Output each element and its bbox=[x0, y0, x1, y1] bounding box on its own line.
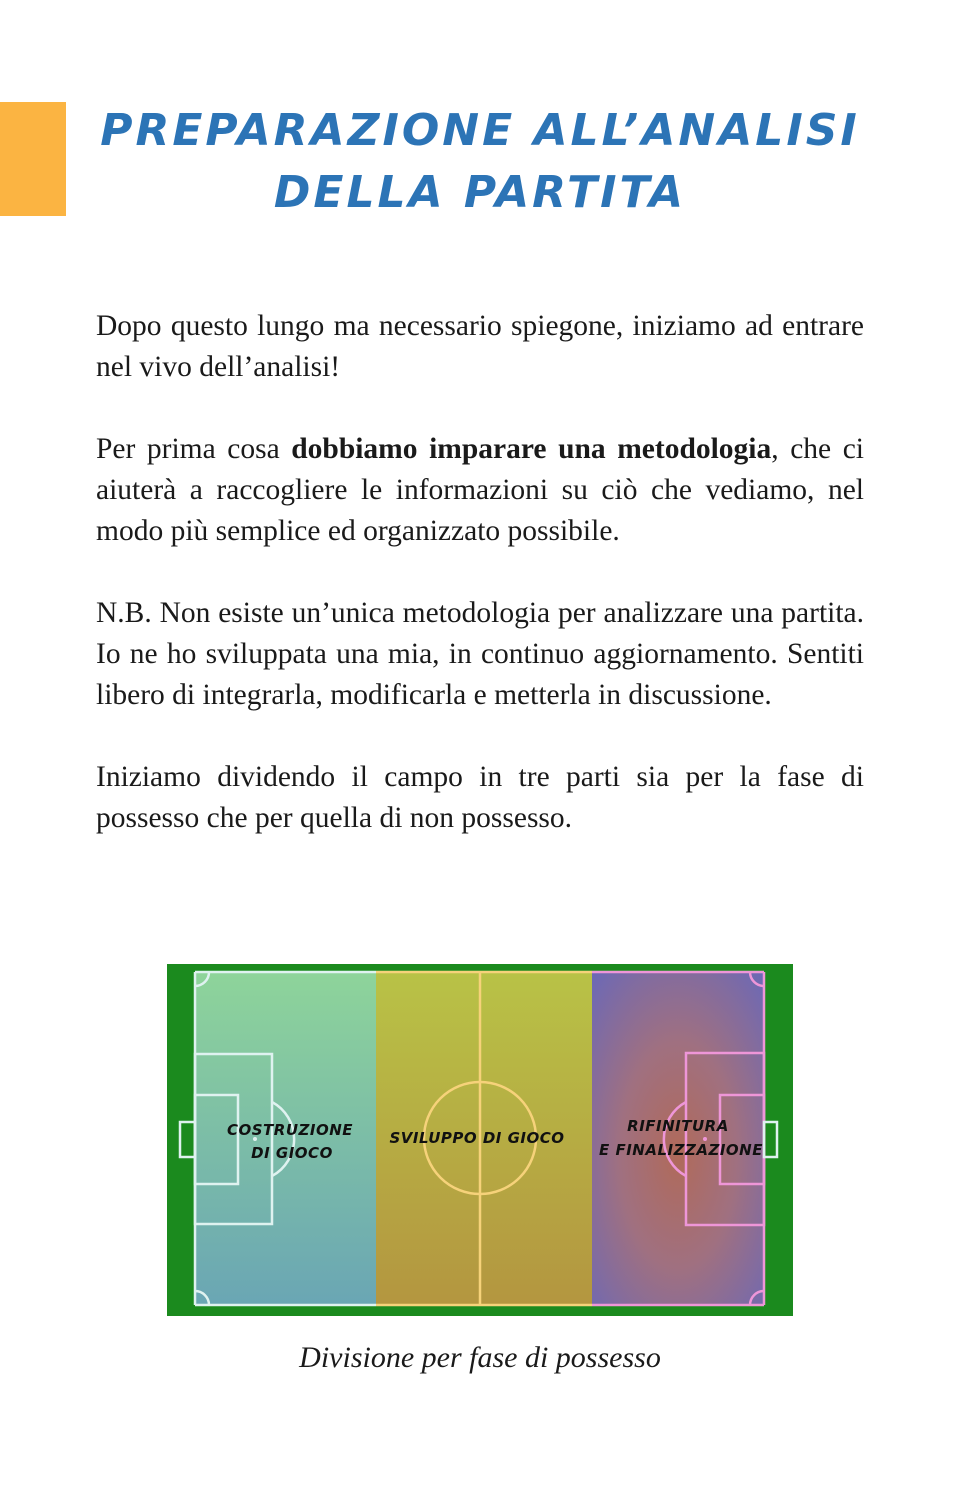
paragraph-field-division: Iniziamo dividendo il campo in tre parti sia per la fase di possesso che per quella di non possesso. bbox=[96, 761, 864, 834]
title-line-1: PREPARAZIONE ALL’ANALISI bbox=[100, 105, 860, 156]
zone-rifinitura bbox=[592, 972, 764, 1305]
title-line-2: DELLA PARTITA bbox=[273, 167, 687, 218]
paragraph-methodology-end: , che ci aiuterà a raccogliere le informazioni su ciò che vediamo, nel modo più semplice ed organizzato possibile. bbox=[96, 433, 864, 547]
paragraph-methodology-start: Per prima cosa bbox=[96, 433, 292, 465]
accent-block bbox=[0, 102, 66, 216]
paragraph-methodology-emphasis: dobbiamo imparare una metodologia bbox=[291, 433, 772, 465]
zone-label-costruzione-2: DI GIOCO bbox=[251, 1144, 333, 1162]
pitch-svg bbox=[167, 964, 793, 1316]
paragraph-nota-bene: N.B. Non esiste un’unica metodologia per analizzare una partita. Io ne ho sviluppata una mia, in continuo aggiornamento. Sentiti libero di integrarla, modificarla e metterla in discussione. bbox=[96, 597, 864, 711]
page-title bbox=[100, 100, 860, 224]
paragraph-intro: Dopo questo lungo ma necessario spiegone, iniziamo ad entrare nel vivo dell’analisi! bbox=[96, 310, 864, 383]
zone-label-rifinitura-2: E FINALIZZAZIONE bbox=[599, 1141, 763, 1159]
zone-label-rifinitura-1: RIFINITURA bbox=[627, 1117, 729, 1135]
zone-label-costruzione-1: COSTRUZIONE bbox=[226, 1121, 354, 1139]
paragraph-methodology bbox=[96, 429, 864, 552]
body-text bbox=[96, 306, 864, 839]
figure-caption: Divisione per fase di possesso bbox=[299, 1341, 661, 1374]
zone-label-sviluppo: SVILUPPO DI GIOCO bbox=[389, 1129, 565, 1147]
pitch-diagram bbox=[167, 964, 793, 1316]
